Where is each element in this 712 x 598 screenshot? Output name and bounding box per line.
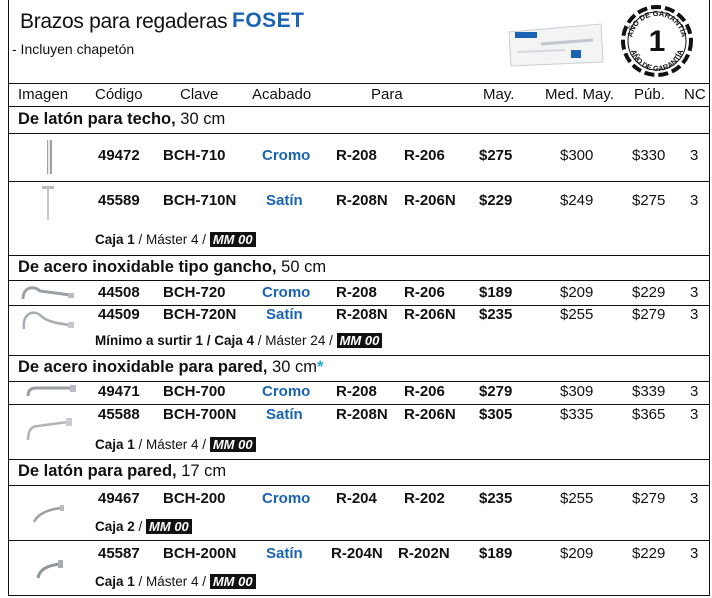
- table-row: 44508 BCH-720 Cromo R-208 R-206 $189 $209 $229 3: [98, 284, 699, 301]
- brand-logo: FOSET: [232, 9, 305, 32]
- col-para: Para: [371, 86, 403, 103]
- packing-info: Caja 1 / Máster 4 / MM 00: [95, 437, 256, 452]
- badge-number: 1: [648, 25, 666, 58]
- section-title: De latón para pared, 17 cm: [18, 462, 227, 480]
- rule: [9, 133, 709, 134]
- rule: [9, 181, 709, 182]
- table-row: 49471 BCH-700 Cromo R-208 R-206 $279 $309 $339 3: [98, 383, 699, 400]
- col-pub: Púb.: [634, 86, 665, 103]
- col-nc: NC: [684, 86, 706, 103]
- table-row: 45589 BCH-710N Satín R-208N R-206N $229 $249 $275 3: [98, 192, 699, 209]
- col-clave: Clave: [180, 86, 219, 103]
- rule: [9, 280, 709, 281]
- badge-bottom-text: AÑO DE GARANTÍA: [628, 48, 686, 74]
- col-imagen: Imagen: [18, 86, 69, 103]
- rule: [9, 485, 709, 486]
- rule: [9, 355, 709, 356]
- page-title: Brazos para regaderas: [20, 10, 228, 33]
- rule: [9, 255, 709, 256]
- packing-info: Caja 1 / Máster 4 / MM 00: [95, 574, 256, 589]
- header-top-rule: [9, 83, 709, 84]
- table-row: 44509 BCH-720N Satín R-208N R-206N $235 $255 $279 3: [98, 306, 699, 323]
- product-box-image: [505, 22, 605, 68]
- header-bottom-rule: [9, 106, 709, 107]
- packing-info: Caja 2 / MM 00: [95, 519, 192, 534]
- subtitle: - Incluyen chapetón: [12, 41, 135, 57]
- section-title: De latón para techo, 30 cm: [18, 110, 226, 128]
- col-acabado: Acabado: [252, 86, 312, 103]
- section-title: De acero inoxidable tipo gancho, 50 cm: [18, 258, 327, 276]
- table-row: 49467 BCH-200 Cromo R-204 R-202 $235 $255 $279 3: [98, 490, 699, 507]
- table-row: 45587 BCH-200N Satín R-204N R-202N $189 $209 $229 3: [98, 545, 699, 562]
- warranty-badge: [620, 4, 694, 78]
- badge-top-text: AÑO DE GARANTÍA: [625, 8, 689, 39]
- packing-info: Mínimo a surtir 1 / Caja 4 / Máster 24 / MM 00: [95, 333, 382, 348]
- rule: [9, 404, 709, 405]
- col-may: May.: [483, 86, 515, 103]
- section-title: De acero inoxidable para pared, 30 cm*: [18, 358, 324, 376]
- col-codigo: Código: [95, 86, 143, 103]
- table-row: 49472 BCH-710 Cromo R-208 R-206 $275 $300 $330 3: [98, 147, 699, 164]
- col-med-may: Med. May.: [545, 86, 614, 103]
- rule: [9, 459, 709, 460]
- table-row: 45588 BCH-700N Satín R-208N R-206N $305 $335 $365 3: [98, 406, 699, 423]
- rule: [9, 540, 709, 541]
- packing-info: Caja 1 / Máster 4 / MM 00: [95, 232, 256, 247]
- rule: [9, 381, 709, 382]
